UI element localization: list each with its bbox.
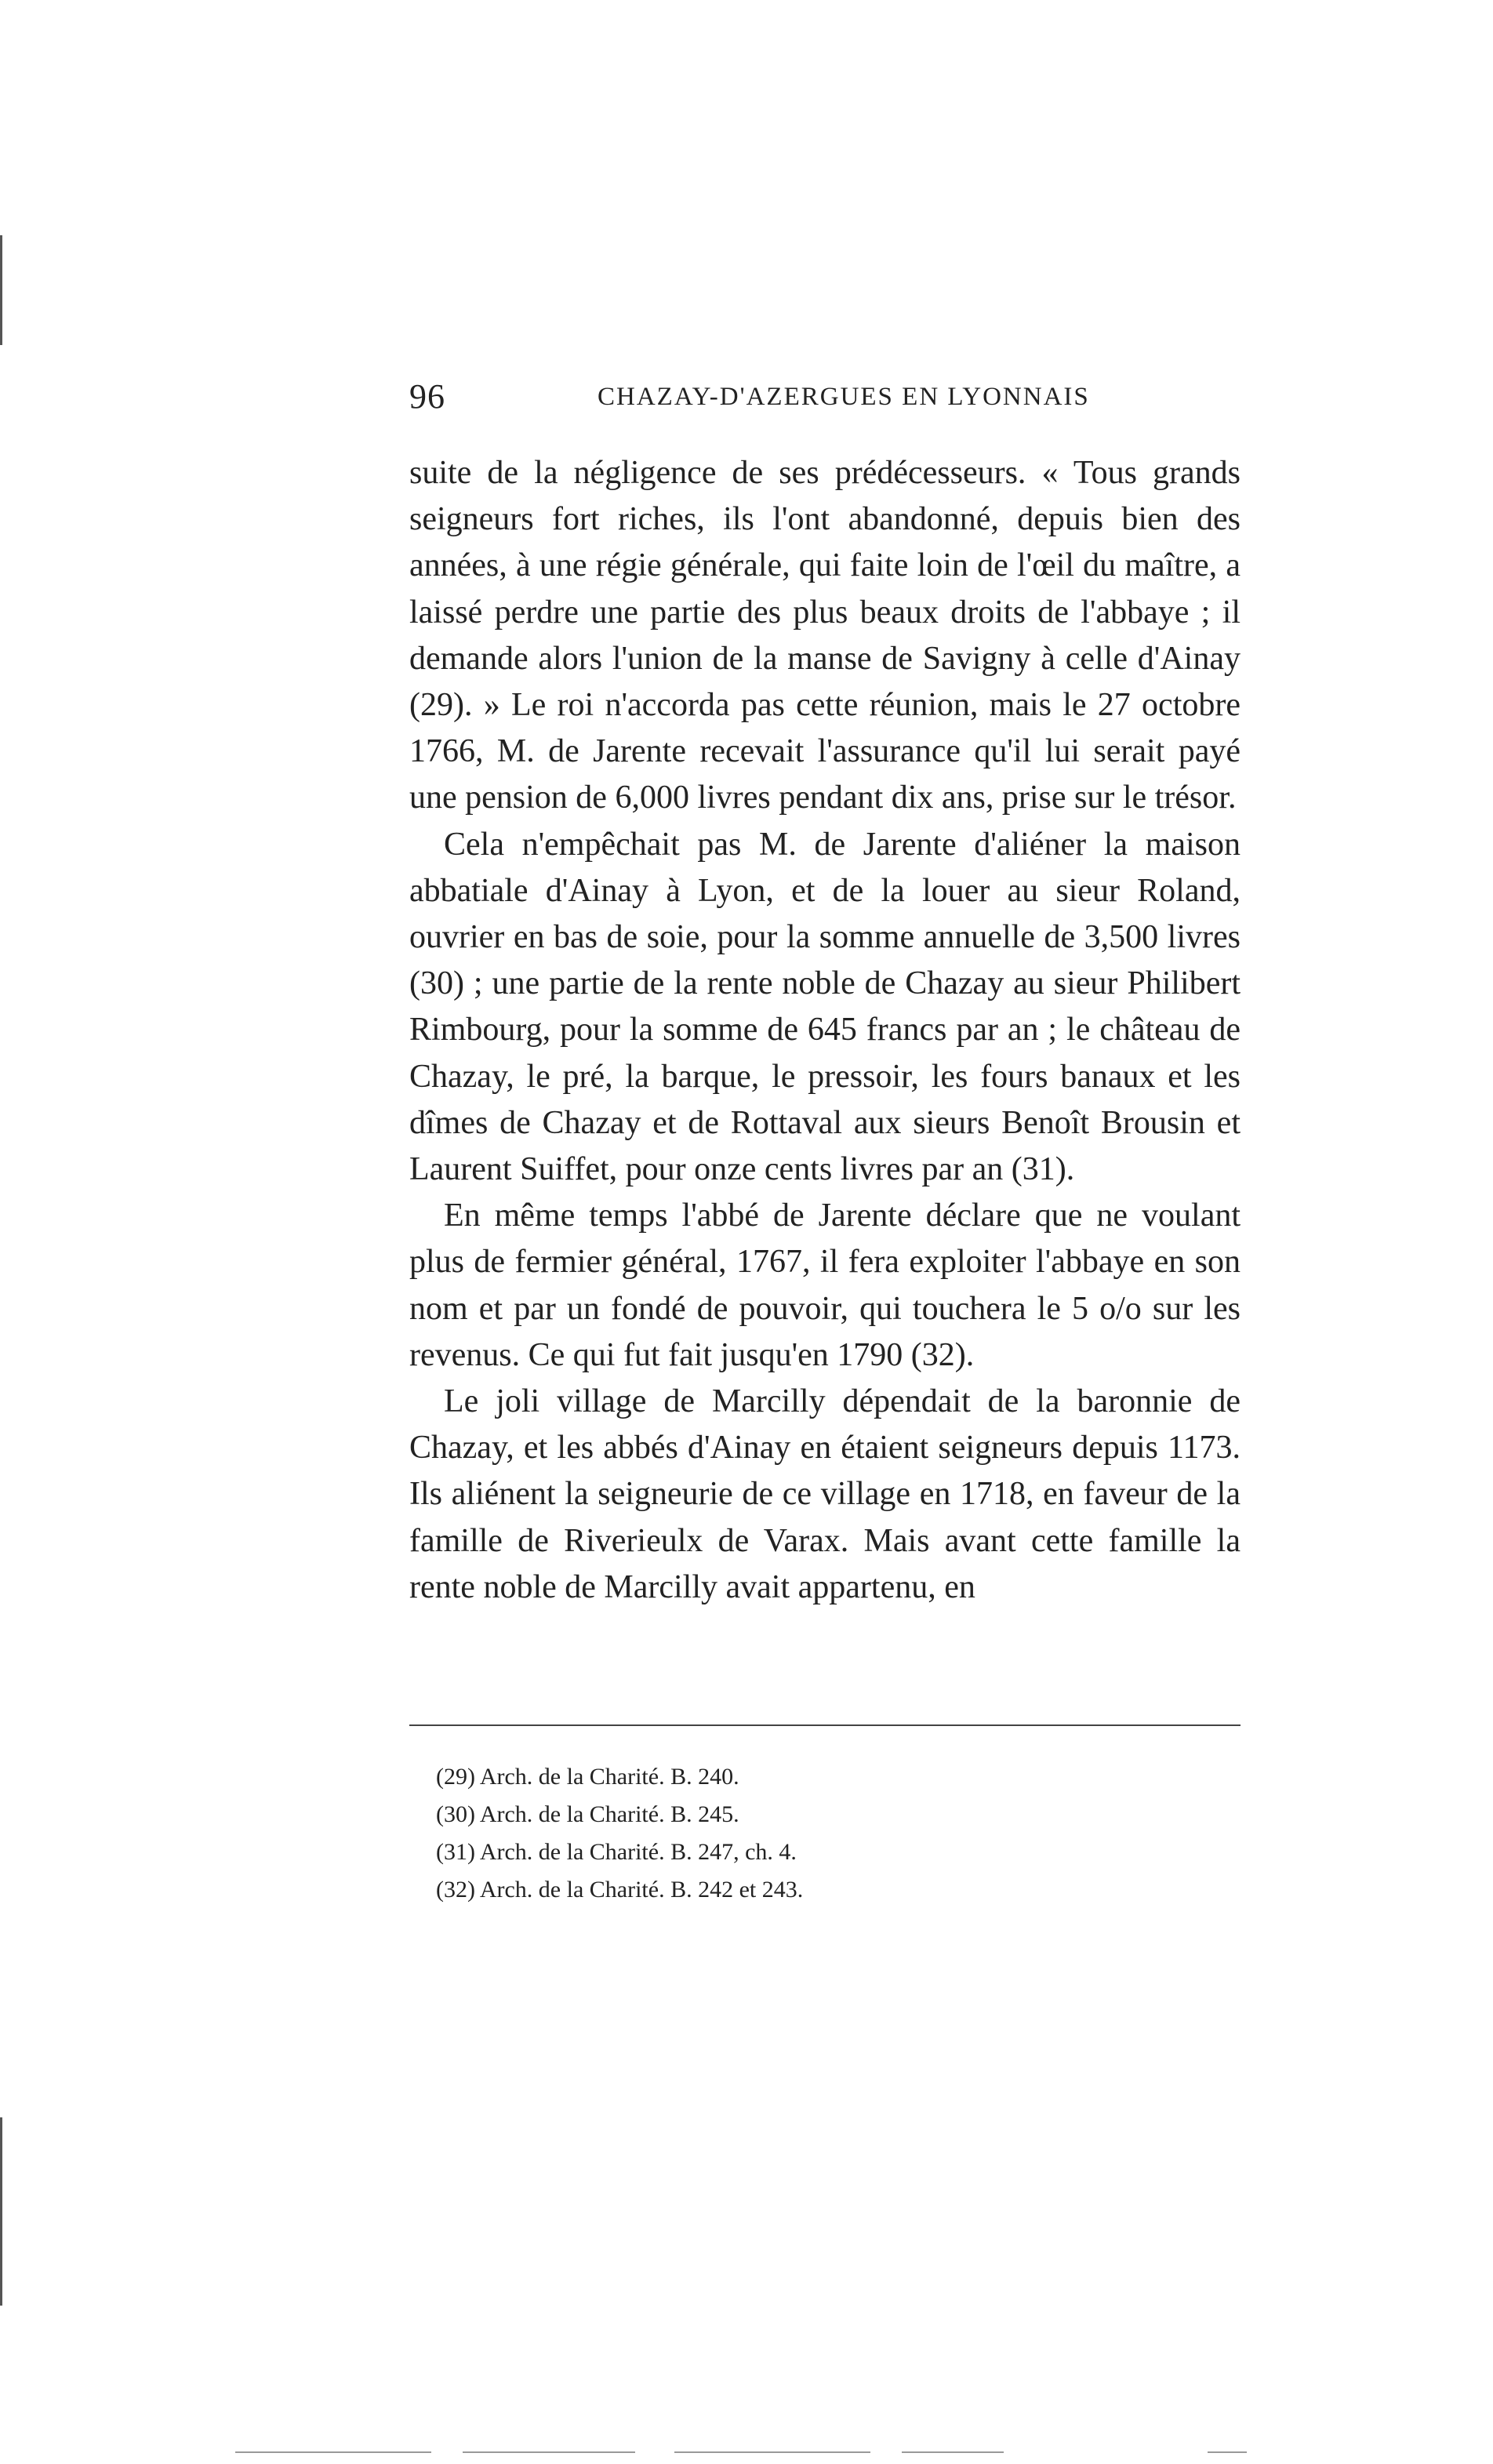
- footnote: (31) Arch. de la Charité. B. 247, ch. 4.: [436, 1839, 797, 1865]
- running-header: [409, 376, 1241, 431]
- body-text: [409, 450, 1241, 1611]
- paragraph-continuation: suite de la négligence de ses prédécesseurs. « Tous grands seigneurs fort riches, ils l'ont abandonné, depuis bien des années, à une régie générale, qui faite loin de l'œil du maître, a laissé perdre une partie des plus beaux droits de l'abbaye ; il demande alors l'union de la manse de Savigny à celle d'Ainay (29). » Le roi n'accorda pas cette réunion, mais le 27 octobre 1766, M. de Jarente recevait l'assurance qu'il lui serait payé une pension de 6,000 livres pendant dix ans, prise sur le trésor.: [409, 455, 1241, 816]
- footnote: (30) Arch. de la Charité. B. 245.: [436, 1801, 739, 1827]
- scan-edge-mark-bottom: [0, 2117, 2, 2306]
- scan-line: [235, 2451, 431, 2453]
- paragraph: En même temps l'abbé de Jarente déclare que ne voulant plus de fermier général, 1767, il fera exploiter l'abbaye en son nom et par un fondé de pouvoir, qui touchera le 5 o/o sur les revenus. Ce qui fut fait jusqu'en 1790 (32).: [409, 1197, 1241, 1373]
- scan-bottom-lines: [235, 2451, 1255, 2453]
- footnote: (29) Arch. de la Charité. B. 240.: [436, 1764, 739, 1790]
- footnotes: [436, 1758, 1220, 1909]
- footnote-separator: [409, 1724, 1241, 1726]
- page-number: 96: [409, 377, 445, 416]
- footnote: (32) Arch. de la Charité. B. 242 et 243.: [436, 1877, 804, 1903]
- scan-line: [674, 2451, 870, 2453]
- scan-line: [463, 2451, 635, 2453]
- paragraph: Le joli village de Marcilly dépendait de la baronnie de Chazay, et les abbés d'Ainay en étaient seigneurs depuis 1173. Ils aliénent la seigneurie de ce village en 1718, en faveur de la famille de Riverieulx de Varax. Mais avant cette famille la rente noble de Marcilly avait appartenu, en: [409, 1383, 1241, 1605]
- running-title: CHAZAY-D'AZERGUES EN LYONNAIS: [598, 383, 1090, 411]
- scan-line: [1208, 2451, 1247, 2453]
- scan-edge-mark-top: [0, 235, 2, 345]
- paragraph: Cela n'empêchait pas M. de Jarente d'aliéner la maison abbatiale d'Ainay à Lyon, et de la louer au sieur Roland, ouvrier en bas de soie, pour la somme annuelle de 3,500 livres (30) ; une partie de la rente noble de Chazay au sieur Philibert Rimbourg, pour la somme de 645 francs par an ; le château de Chazay, le pré, la barque, le pressoir, les fours banaux et les dîmes de Chazay et de Rottaval aux sieurs Benoît Brousin et Laurent Suiffet, pour onze cents livres par an (31).: [409, 826, 1241, 1188]
- scan-line: [902, 2451, 1004, 2453]
